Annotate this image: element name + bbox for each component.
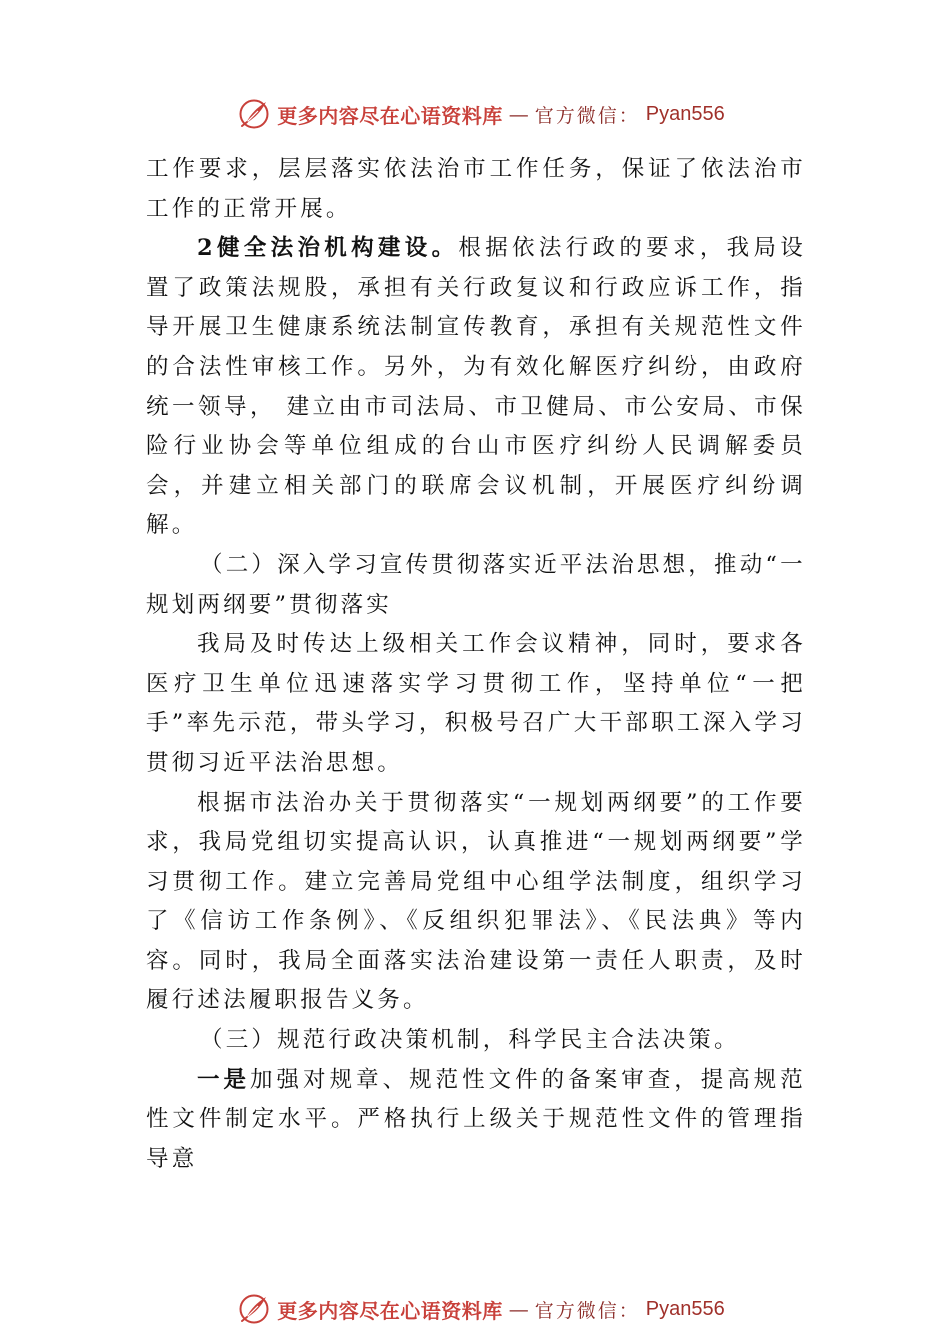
section-heading-3: （三）规范行政决策机制，科学民主合法决策。 bbox=[200, 1027, 740, 1054]
banner-wechat-label: 官方微信： bbox=[534, 104, 640, 127]
paragraph-text: 根据依法行政的要求，我局设置了政策法规股，承担有关行政复议和行政应诉工作，指导开展卫生健康系统法制宣传教育，承担有关规范性文件的合法性审核工作。另外，为有效化解医疗纠纷，由政府统一领导， 建立由市司法局、市卫健局、市公安局、市保险行业协会等单位组成的台山市医疗纠纷人民调解委员会，并建立相关部门的联席会议机制，开展医疗纠纷调解。 bbox=[146, 235, 806, 539]
footer-banner bbox=[0, 1289, 950, 1329]
banner-wechat-id: Pyan556 bbox=[645, 102, 725, 125]
paragraph-plan-outline: 根据市法治办关于贯彻落实“一规划两纲要”的工作要求，我局党组切实提高认识，认真推进“一规划两纲要”学习贯彻工作。建立完善局党组中心组学法制度，组织学习了《信访工作条例》、《反组织犯罪法》、《民法典》等内容。同时，我局全面落实法治建设第一责任人职责，及时履行述法履职报告义务。 bbox=[146, 789, 806, 1014]
footer-banner-inner bbox=[237, 1292, 724, 1326]
banner-brand-text: 更多内容尽在心语资料库 bbox=[277, 1298, 503, 1323]
feather-logo-icon bbox=[237, 1292, 271, 1326]
feather-logo-icon bbox=[237, 97, 271, 131]
banner-separator: — bbox=[508, 1297, 529, 1321]
header-banner-inner bbox=[237, 97, 724, 131]
paragraph-lead-bold: 2健全法治机构建设。 bbox=[197, 235, 459, 262]
document-body bbox=[146, 150, 806, 1179]
paragraph-study-spirit: 我局及时传达上级相关工作会议精神，同时，要求各医疗卫生单位迅速落实学习贯彻工作，坚持单位“一把手”率先示范，带头学习，积极号召广大干部职工深入学习贯彻习近平法治思想。 bbox=[146, 631, 806, 776]
banner-separator: — bbox=[508, 102, 529, 126]
paragraph-legal-institution bbox=[146, 229, 806, 546]
paragraph-text: 加强对规章、规范性文件的备案审查，提高规范性文件制定水平。严格执行上级关于规范性文件的管理指导意 bbox=[146, 1066, 806, 1172]
section-heading-2: （二）深入学习宣传贯彻落实近平法治思想，推动“一规划两纲要”贯彻落实 bbox=[146, 551, 806, 618]
paragraph-lead-bold: 一是 bbox=[197, 1066, 251, 1093]
banner-wechat-id: Pyan556 bbox=[645, 1297, 725, 1320]
banner-brand-text: 更多内容尽在心语资料库 bbox=[277, 103, 503, 128]
paragraph-decision-review bbox=[146, 1061, 806, 1180]
paragraph-continuation: 工作要求，层层落实依法治市工作任务，保证了依法治市工作的正常开展。 bbox=[146, 156, 806, 222]
banner-wechat-label: 官方微信： bbox=[534, 1299, 640, 1322]
header-banner bbox=[0, 94, 950, 134]
